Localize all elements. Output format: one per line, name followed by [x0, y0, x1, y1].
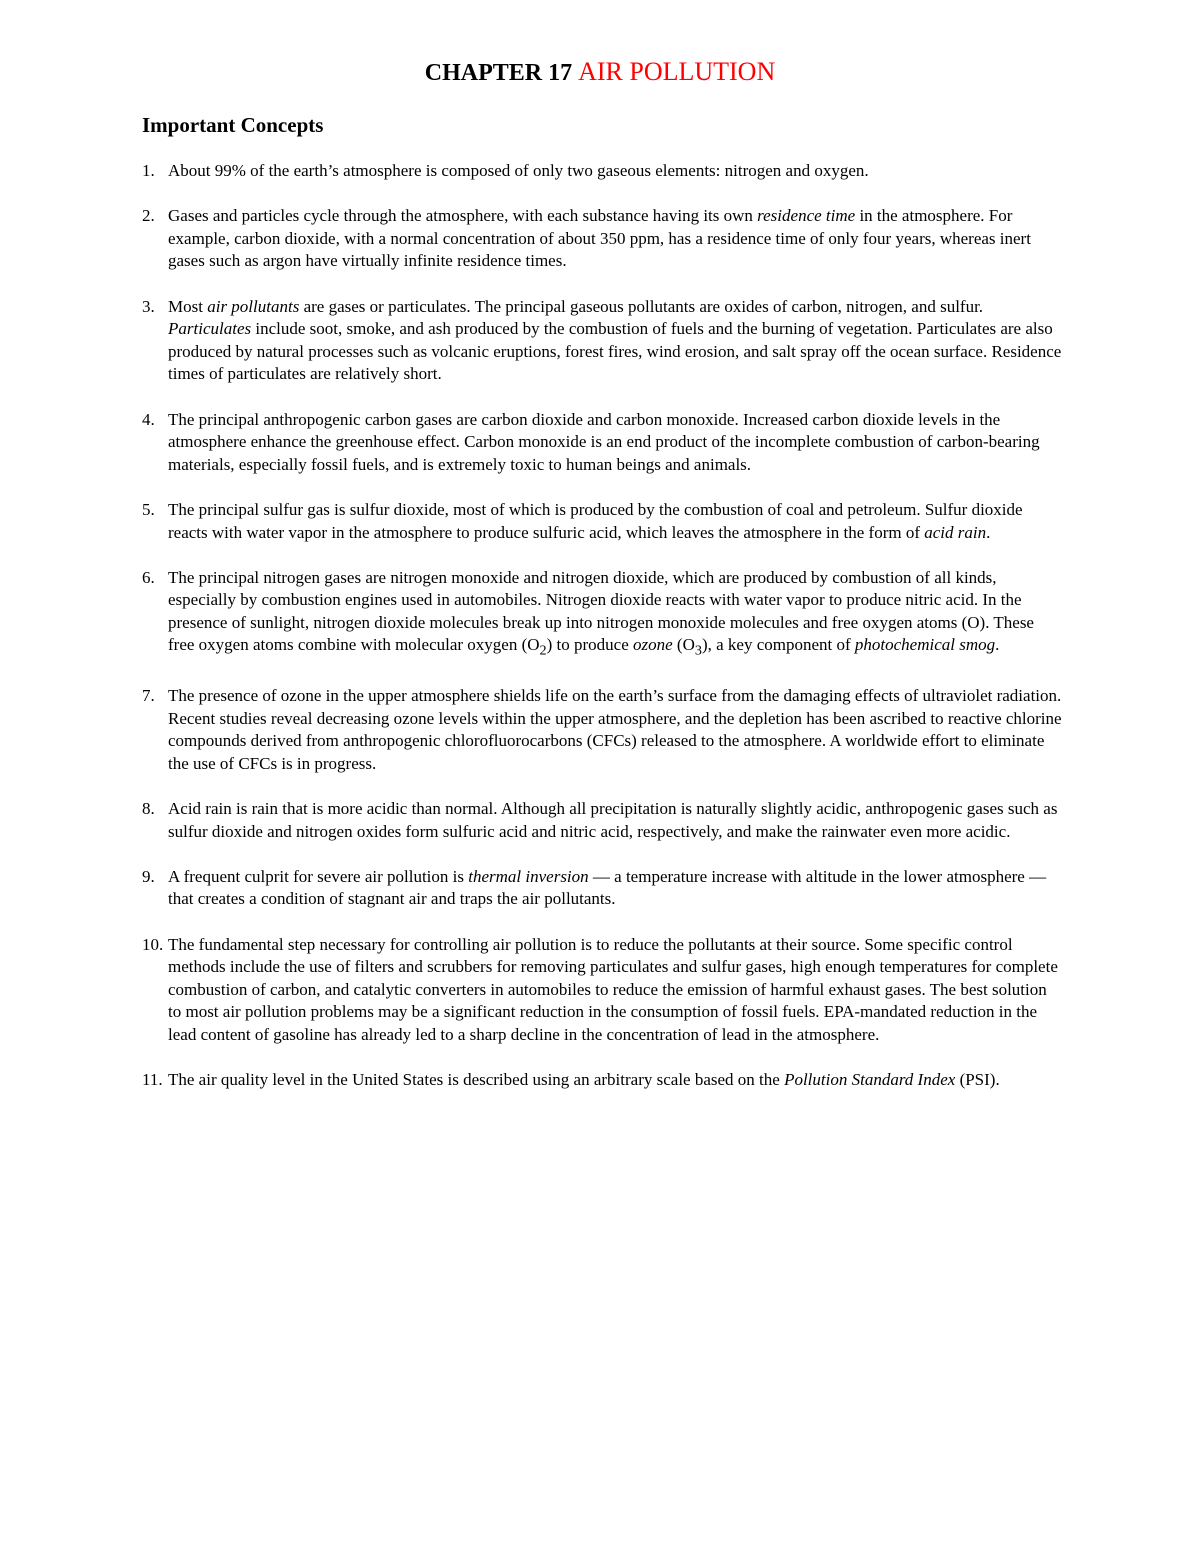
concept-list: [142, 160, 1062, 1114]
concept-item: [142, 409, 1062, 477]
concept-text: [168, 500, 1023, 542]
emphasized-term: photochemical smog: [854, 635, 996, 655]
concept-number: 3.: [142, 296, 155, 316]
subscript: 3: [694, 642, 702, 659]
text-run: ), a key component of: [701, 635, 855, 655]
concept-text: [168, 206, 1031, 270]
text-run: .: [986, 522, 991, 542]
concept-text: [168, 935, 1058, 1044]
concept-number: 10.: [142, 934, 164, 954]
emphasized-term: ozone: [633, 635, 673, 655]
concept-item: [142, 685, 1062, 775]
concept-number: 11.: [142, 1070, 163, 1090]
concept-number: 6.: [142, 567, 155, 587]
emphasized-term: thermal inversion: [468, 866, 589, 886]
concept-number: 7.: [142, 686, 155, 706]
text-run: About 99% of the earth’s atmosphere is composed of only two gaseous elements: nitrogen and oxygen.: [168, 161, 869, 180]
concept-text: [168, 161, 869, 180]
concept-item: [142, 934, 1062, 1047]
concept-text: [168, 410, 1040, 474]
chapter-title: [0, 56, 1200, 89]
text-run: The air quality level in the United States is described using an arbitrary scale based on the: [168, 1070, 785, 1090]
chapter-title-prefix: CHAPTER 17: [424, 60, 579, 86]
text-run: Most: [168, 296, 208, 316]
concept-text: [168, 1070, 1000, 1089]
concept-text: [168, 867, 1046, 909]
concept-item: [142, 798, 1062, 843]
concept-number: 8.: [142, 799, 155, 819]
text-run: — a temperature increase with altitude in the lower atmosphere — that creates a condition of stagnant air and traps the air pollutants.: [168, 866, 1047, 909]
concept-item: [142, 1069, 1062, 1092]
subscript: 2: [539, 642, 547, 659]
concept-item: [142, 567, 1062, 663]
concept-number: 4.: [142, 409, 155, 429]
chapter-title-topic: AIR POLLUTION: [578, 57, 776, 86]
text-run: The fundamental step necessary for controlling air pollution is to reduce the pollutants at their source. Some specific control methods include the use of filters and scrubbers for removing particulates and sulfur gases, high enough temperatures for complete combustion of carbon, and catalytic converters in automobiles to reduce the emission of harmful exhaust gases. The best solution to most air pollution problems may be a significant reduction in the consumption of fossil fuels. EPA-mandated reduction in the lead content of gasoline has already led to a sharp decline in the concentration of lead in the atmosphere.: [168, 934, 1058, 1044]
text-run: A frequent culprit for severe air pollution is: [168, 866, 469, 886]
emphasized-term: acid rain: [924, 522, 987, 542]
concept-number: 9.: [142, 866, 155, 886]
concept-number: 2.: [142, 206, 155, 226]
emphasized-term: Pollution Standard Index: [784, 1070, 956, 1090]
concept-item: [142, 499, 1062, 544]
concept-item: [142, 160, 1062, 183]
concept-text: [168, 799, 1057, 841]
emphasized-term: Particulates: [168, 319, 252, 339]
text-run: .: [995, 635, 1000, 655]
concept-number: 5.: [142, 499, 155, 519]
text-run: The principal sulfur gas is sulfur dioxide, most of which is produced by the combustion of coal and petroleum. Sulfur dioxide reacts with water vapor in the atmosphere to produce sulfuric acid, which leaves the atmosphere in the form of: [168, 499, 1023, 542]
concept-item: [142, 296, 1062, 386]
emphasized-term: air pollutants: [207, 296, 300, 316]
text-run: The principal nitrogen gases are nitrogen monoxide and nitrogen dioxide, which are produced by combustion of all kinds, especially by combustion engines used in automobiles. Nitrogen dioxide reacts with water vapor to produce nitric acid. In the presence of sunlight, nitrogen dioxide molecules break up into nitrogen monoxide molecules and free oxygen atoms (O). These free oxygen atoms combine with molecular oxygen (O: [168, 567, 1034, 655]
concept-item: [142, 866, 1062, 911]
text-run: Acid rain is rain that is more acidic than normal. Although all precipitation is naturally slightly acidic, anthropogenic gases such as sulfur dioxide and nitrogen oxides form sulfuric acid and nitric acid, respectively, and make the rainwater even more acidic.: [168, 799, 1058, 841]
concept-item: [142, 205, 1062, 273]
text-run: in the atmosphere. For example, carbon dioxide, with a normal concentration of about 350 ppm, has a residence time of only four years, whereas inert gases such as argon have virtually infinite residence times.: [168, 206, 1031, 271]
text-run: ) to produce: [546, 635, 633, 655]
text-run: include soot, smoke, and ash produced by the combustion of fuels and the burning of vegetation. Particulates are also produced by natural processes such as volcanic eruptions, forest fires, wind erosion, and salt spray off the ocean surface. Residence times of particulates are relatively short.: [168, 319, 1062, 384]
text-run: Gases and particles cycle through the atmosphere, with each substance having its own: [168, 206, 758, 226]
emphasized-term: residence time: [757, 206, 856, 226]
section-heading: Important Concepts: [142, 113, 324, 137]
text-run: The presence of ozone in the upper atmosphere shields life on the earth’s surface from the damaging effects of ultraviolet radiation. Recent studies reveal decreasing ozone levels within the upper atmosphere, and the depletion has been ascribed to reactive chlorine compounds derived from anthropogenic chlorofluorocarbons (CFCs) released to the atmosphere. A worldwide effort to eliminate the use of CFCs is in progress.: [168, 686, 1062, 773]
concept-text: [168, 686, 1062, 773]
text-run: (O: [672, 635, 695, 655]
text-run: The principal anthropogenic carbon gases are carbon dioxide and carbon monoxide. Increased carbon dioxide levels in the atmosphere enhance the greenhouse effect. Carbon monoxide is an end product of the incomplete combustion of carbon-bearing materials, especially fossil fuels, and is extremely toxic to human beings and animals.: [168, 409, 1040, 474]
concept-number: 1.: [142, 161, 155, 180]
text-run: are gases or particulates. The principal gaseous pollutants are oxides of carbon, nitrogen, and sulfur.: [299, 296, 984, 316]
concept-text: [168, 567, 1034, 659]
concept-text: [168, 297, 1061, 384]
text-run: (PSI).: [955, 1070, 1000, 1090]
